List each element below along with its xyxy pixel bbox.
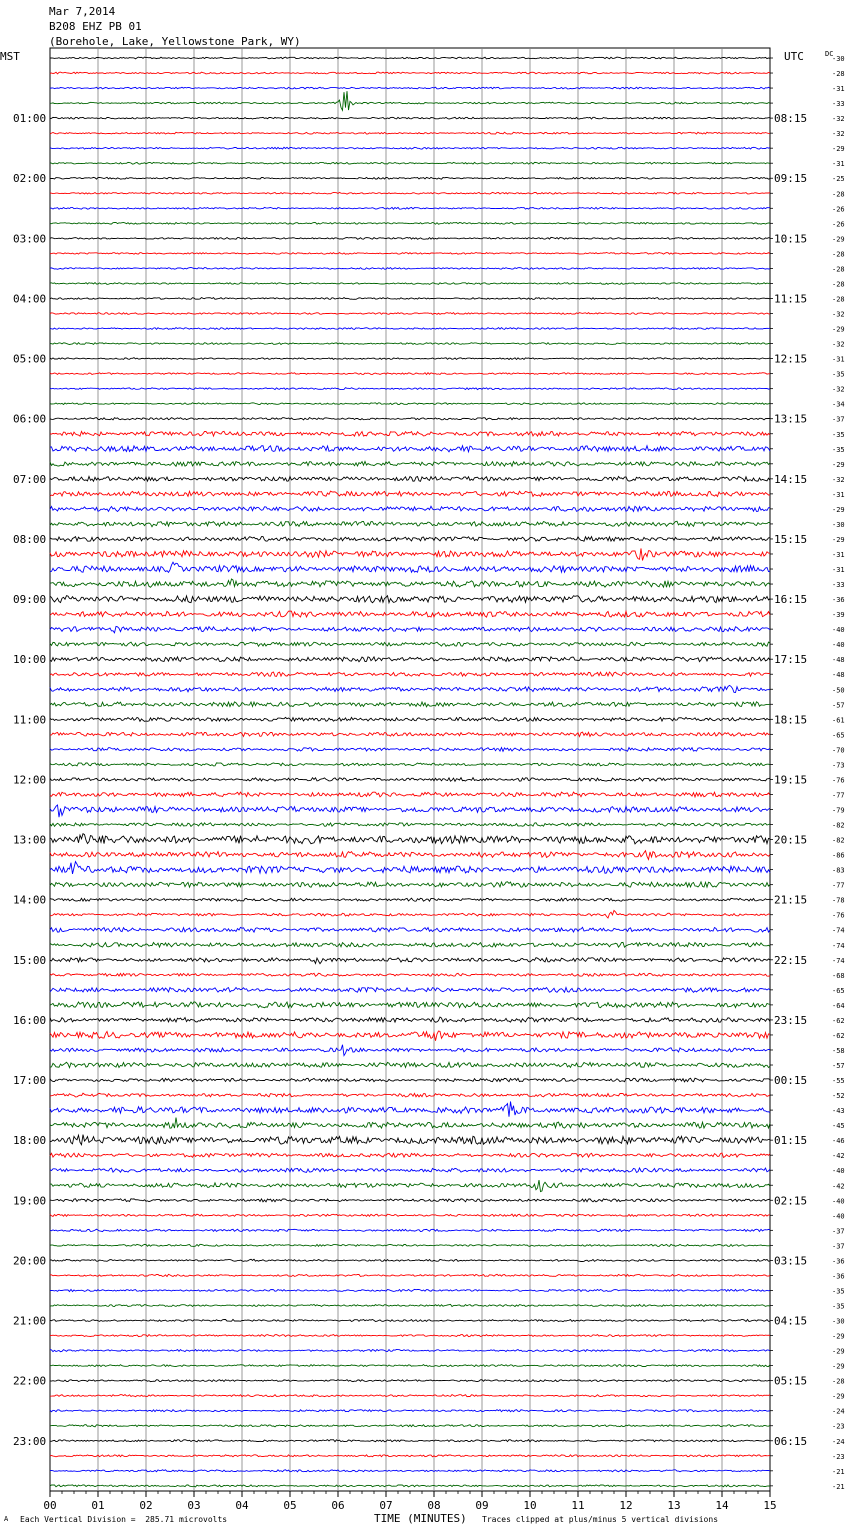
trace-line [50,562,770,572]
trace-line [50,147,770,149]
trace-line [50,1274,770,1276]
dc-offset-label: -34 [832,400,845,409]
trace-line [50,388,770,390]
right-hour-label: 23:15 [774,1013,808,1027]
trace-line [50,657,770,662]
trace-line [50,328,770,330]
dc-offset-label: -29 [832,1362,845,1371]
dc-offset-label: -37 [832,415,845,424]
dc-offset-label: -42 [832,1182,845,1191]
trace-line [50,117,770,119]
dc-offset-label: -21 [832,1482,845,1491]
dc-offset-label: -35 [832,370,845,379]
dc-offset-label: -46 [832,1137,845,1146]
left-hour-label: 11:00 [13,713,47,727]
dc-offset-label: -31 [832,160,845,169]
dc-offset-label: -31 [832,490,845,499]
trace-line [50,579,770,587]
right-timezone-label: UTC [784,50,804,63]
dc-offset-label: -50 [832,686,845,695]
trace-line [50,1153,770,1157]
trace-line [50,1062,770,1067]
trace-line [50,1335,770,1337]
trace-line [50,537,770,542]
dc-offset-label: -48 [832,656,845,665]
trace-line [50,1045,770,1056]
x-tick-label: 15 [763,1499,777,1512]
trace-line [50,702,770,707]
dc-offset-label: -32 [832,310,845,319]
dc-offset-label: -77 [832,881,845,890]
dc-offset-label: -35 [832,1287,845,1296]
dc-offset-label: -43 [832,1107,845,1116]
left-hour-label: 17:00 [13,1074,47,1088]
dc-offset-label: -48 [832,671,845,680]
dc-offset-label: -30 [832,55,845,63]
vertical-division-note: Each Vertical Division = 285.71 microvolts [20,1515,228,1524]
trace-line [50,882,770,888]
dc-offset-label: -30 [832,1317,845,1326]
trace-line [50,862,770,874]
dc-offset-label: -78 [832,896,845,905]
x-tick-label: 04 [235,1499,249,1512]
trace-line [50,476,770,481]
dc-offset-label: -31 [832,566,845,575]
dc-offset-label: -40 [832,641,845,650]
dc-offset-label: -24 [832,1437,845,1446]
dc-offset-label: -28 [832,280,845,289]
dc-offset-label: -57 [832,701,845,710]
dc-offset-label: -21 [832,1467,845,1476]
right-hour-label: 16:15 [774,593,808,607]
dc-offset-label: -31 [832,550,845,559]
trace-line [50,1289,770,1291]
trace-line [50,1470,770,1472]
dc-offset-label: -37 [832,1242,845,1251]
left-hour-label: 21:00 [13,1314,47,1328]
dc-offset-label: -32 [832,115,845,124]
left-hour-label: 07:00 [13,472,47,486]
left-hour-label: 20:00 [13,1254,47,1268]
dc-offset-label: -29 [832,1347,845,1356]
trace-line [50,87,770,89]
dc-offset-label: -32 [832,475,845,484]
trace-line [50,1180,770,1192]
dc-offset-label: -29 [832,505,845,514]
corner-mark: A [4,1515,9,1523]
dc-offset-label: -36 [832,1257,845,1266]
dc-offset-label: -23 [832,1422,845,1431]
left-hour-label: 12:00 [13,773,47,787]
dc-offset-label: -32 [832,340,845,349]
trace-line [50,313,770,315]
dc-offset-label: -28 [832,1377,845,1386]
dc-offset-label: -23 [832,1452,845,1461]
right-hour-label: 01:15 [774,1134,808,1148]
trace-line [50,805,770,817]
dc-offset-label: -28 [832,190,845,199]
left-hour-label: 19:00 [13,1194,47,1208]
chart-date: Mar 7,2014 [49,5,116,18]
right-hour-label: 20:15 [774,833,808,847]
left-timezone-label: MST [0,50,20,63]
x-tick-label: 07 [379,1499,393,1512]
dc-offset-label: -30 [832,520,845,529]
trace-line [50,642,770,646]
dc-offset-label: -36 [832,596,845,605]
dc-offset-label: -40 [832,626,845,635]
trace-line [50,1199,770,1202]
trace-line [50,1214,770,1216]
right-hour-label: 13:15 [774,412,808,426]
right-hour-label: 15:15 [774,532,808,546]
trace-line [50,1380,770,1382]
left-hour-label: 14:00 [13,893,47,907]
trace-line [50,57,770,59]
trace-line [50,521,770,526]
x-tick-label: 02 [139,1499,153,1512]
trace-line [50,834,770,844]
dc-offset-label: -26 [832,220,845,229]
trace-line [50,177,770,179]
dc-offset-label: -74 [832,956,845,965]
dc-offset-label: -82 [832,836,845,845]
trace-line [50,1425,770,1427]
x-tick-label: 10 [523,1499,537,1512]
dc-offset-label: -26 [832,205,845,214]
dc-offset-label: -29 [832,325,845,334]
right-hour-label: 17:15 [774,653,808,667]
trace-line [50,1017,770,1022]
dc-offset-label: -28 [832,70,845,79]
x-tick-label: 05 [283,1499,297,1512]
trace-line [50,748,770,752]
trace-line [50,823,770,827]
trace-line [50,373,770,375]
dc-offset-label: -28 [832,295,845,304]
dc-offset-label: -86 [832,851,845,860]
trace-line [50,72,770,74]
trace-line [50,1350,770,1352]
trace-line [50,431,770,436]
left-hour-label: 04:00 [13,292,47,306]
trace-line [50,461,770,466]
right-hour-label: 19:15 [774,773,808,787]
left-hour-label: 02:00 [13,172,47,186]
left-hour-label: 23:00 [13,1434,47,1448]
dc-offset-label: -62 [832,1016,845,1025]
dc-offset-label: -33 [832,100,845,109]
dc-offset-label: -29 [832,145,845,154]
right-hour-label: 10:15 [774,232,808,246]
dc-offset-label: -33 [832,581,845,590]
dc-offset-label: -24 [832,1407,845,1416]
trace-line [50,343,770,345]
x-tick-label: 06 [331,1499,345,1512]
trace-line [50,927,770,932]
right-hour-label: 21:15 [774,893,808,907]
dc-offset-label: -28 [832,265,845,274]
x-tick-label: 09 [475,1499,489,1512]
trace-line [50,1485,770,1487]
dc-offset-label: -39 [832,611,845,620]
x-tick-label: 14 [715,1499,729,1512]
dc-offset-label: -35 [832,445,845,454]
trace-line [50,418,770,420]
right-hour-label: 11:15 [774,292,808,306]
trace-line [50,851,770,860]
dc-offset-label: -29 [832,535,845,544]
trace-line [50,207,770,209]
trace-line [50,446,770,452]
dc-offset-label: -83 [832,866,845,875]
trace-line [50,672,770,676]
x-tick-label: 01 [91,1499,105,1512]
dc-offset-label: -77 [832,791,845,800]
right-hour-label: 04:15 [774,1314,808,1328]
trace-line [50,192,770,194]
dc-header-label: DC [825,50,834,58]
left-hour-label: 15:00 [13,953,47,967]
right-hour-label: 05:15 [774,1374,808,1388]
trace-line [50,162,770,164]
left-hour-label: 09:00 [13,593,47,607]
trace-line [50,1118,770,1129]
left-hour-label: 01:00 [13,112,47,126]
dc-offset-label: -32 [832,385,845,394]
trace-line [50,403,770,405]
left-hour-label: 05:00 [13,352,47,366]
trace-line [50,1395,770,1397]
left-hour-label: 13:00 [13,833,47,847]
trace-line [50,1168,770,1172]
right-hour-label: 14:15 [774,472,808,486]
trace-line [50,1455,770,1457]
dc-offset-label: -64 [832,1001,845,1010]
dc-offset-label: -29 [832,235,845,244]
trace-line [50,611,770,617]
x-tick-label: 03 [187,1499,201,1512]
trace-line [50,942,770,947]
dc-offset-label: -82 [832,821,845,830]
trace-line [50,1304,770,1306]
trace-line [50,548,770,560]
trace-line [50,958,770,964]
dc-offset-label: -61 [832,716,845,725]
trace-line [50,253,770,255]
dc-offset-label: -35 [832,1302,845,1311]
right-hour-label: 00:15 [774,1074,808,1088]
dc-offset-label: -70 [832,746,845,755]
trace-line [50,91,770,110]
trace-line [50,732,770,736]
trace-line [50,358,770,360]
x-tick-label: 13 [667,1499,681,1512]
left-hour-label: 10:00 [13,653,47,667]
left-hour-label: 18:00 [13,1134,47,1148]
x-tick-label: 12 [619,1499,633,1512]
trace-line [50,298,770,300]
trace-line [50,1259,770,1261]
dc-offset-label: -65 [832,731,845,740]
trace-line [50,1410,770,1412]
right-hour-label: 09:15 [774,172,808,186]
right-hour-label: 03:15 [774,1254,808,1268]
trace-line [50,491,770,496]
dc-offset-label: -42 [832,1152,845,1161]
trace-line [50,596,770,603]
clip-note: Traces clipped at plus/minus 5 vertical divisions [482,1515,719,1524]
x-tick-label: 08 [427,1499,441,1512]
right-hour-label: 12:15 [774,352,808,366]
dc-offset-label: -65 [832,986,845,995]
dc-offset-label: -79 [832,806,845,815]
dc-offset-label: -55 [832,1077,845,1086]
trace-line [50,792,770,797]
left-hour-label: 03:00 [13,232,47,246]
right-hour-label: 18:15 [774,713,808,727]
trace-line [50,685,770,692]
dc-offset-label: -25 [832,175,845,184]
dc-offset-label: -76 [832,911,845,920]
trace-line [50,1244,770,1246]
left-hour-label: 16:00 [13,1013,47,1027]
right-hour-label: 22:15 [774,953,808,967]
dc-offset-label: -35 [832,430,845,439]
x-tick-label: 11 [571,1499,585,1512]
trace-line [50,898,770,901]
trace-line [50,1093,770,1097]
chart-title: B208 EHZ PB 01 [49,20,142,33]
trace-line [50,1440,770,1442]
trace-line [50,1319,770,1321]
dc-offset-label: -31 [832,85,845,94]
dc-offset-label: -52 [832,1092,845,1101]
dc-offset-label: -57 [832,1062,845,1071]
left-hour-label: 22:00 [13,1374,47,1388]
trace-line [50,778,770,782]
chart-subtitle: (Borehole, Lake, Yellowstone Park, WY) [49,35,301,48]
dc-offset-label: -40 [832,1212,845,1221]
dc-offset-label: -74 [832,941,845,950]
dc-offset-label: -40 [832,1167,845,1176]
dc-offset-label: -76 [832,776,845,785]
dc-offset-label: -62 [832,1031,845,1040]
left-hour-label: 08:00 [13,532,47,546]
trace-line [50,717,770,721]
trace-line [50,1002,770,1008]
trace-line [50,1229,770,1231]
dc-offset-label: -31 [832,355,845,364]
trace-line [50,1135,770,1145]
trace-line [50,283,770,285]
dc-offset-label: -45 [832,1122,845,1131]
dc-offset-label: -28 [832,250,845,259]
trace-line [50,506,770,511]
dc-offset-label: -29 [832,1332,845,1341]
trace-line [50,1365,770,1367]
x-tick-label: 00 [43,1499,57,1512]
dc-offset-label: -74 [832,926,845,935]
trace-line [50,1031,770,1041]
dc-offset-label: -58 [832,1046,845,1055]
right-hour-label: 02:15 [774,1194,808,1208]
dc-offset-label: -29 [832,460,845,469]
dc-offset-label: -37 [832,1227,845,1236]
trace-line [50,987,770,992]
trace-line [50,763,770,766]
dc-offset-label: -40 [832,1197,845,1206]
dc-offset-label: -73 [832,761,845,770]
trace-line [50,626,770,632]
dc-offset-label: -68 [832,971,845,980]
trace-line [50,1078,770,1082]
trace-line [50,237,770,239]
left-hour-label: 06:00 [13,412,47,426]
x-axis-label: TIME (MINUTES) [374,1512,467,1525]
right-hour-label: 06:15 [774,1434,808,1448]
right-hour-label: 08:15 [774,112,808,126]
trace-line [50,222,770,224]
trace-line [50,1102,770,1117]
trace-line [50,910,770,918]
dc-offset-label: -36 [832,1272,845,1281]
dc-offset-label: -29 [832,1392,845,1401]
trace-line [50,268,770,270]
trace-line [50,132,770,134]
trace-line [50,973,770,976]
dc-offset-label: -32 [832,130,845,139]
